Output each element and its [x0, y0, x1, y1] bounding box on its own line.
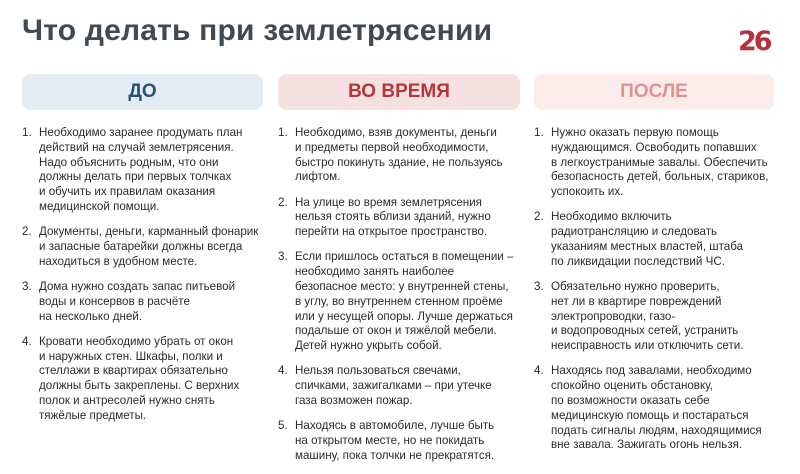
list-item-text-line: спокойно оценить обстановку, — [551, 379, 714, 393]
list-item-number: 2. — [22, 225, 32, 239]
list-item — [278, 126, 516, 185]
list-item-text-line: безопасность детей, больных, стариков, — [551, 170, 769, 184]
list-item-text-line: медицинской помощи. — [39, 199, 160, 213]
list-item-text-line: безопасное место: у внутренней стены, — [295, 279, 509, 293]
list-item-text-line: радиотрансляцию и следовать — [551, 225, 718, 239]
list-item-number: 3. — [278, 250, 288, 264]
list-item-text-line: машину, пока толчки не прекратятся. — [295, 448, 495, 462]
list-item — [22, 335, 260, 424]
brand-logo: 26 — [738, 26, 770, 57]
list-item-text-line: воды и консервов в расчёте — [39, 294, 190, 308]
list-item — [22, 126, 260, 215]
list-item-text-line: тяжёлые предметы. — [39, 408, 147, 422]
list-item-text-line: медицинскую помощь и постараться — [551, 408, 749, 422]
list-item-text-line: в углу, во внутреннем стенном проёме — [295, 294, 503, 308]
list-item-text-line: и водопроводных сетей, устранить — [551, 324, 739, 338]
column-header-during: ВО ВРЕМЯ — [278, 74, 520, 110]
list-item-text-line: подать сигналы людям, находящимися — [551, 423, 762, 437]
list-item-text-line: На улице во время землетрясения — [295, 195, 482, 209]
list-item-text-line: указаниям местных властей, штаба — [551, 239, 744, 253]
list-item-text-line: неисправность или отключить сети. — [551, 339, 744, 353]
list-item-number: 4. — [278, 364, 288, 378]
list-item-text-line: нельзя стоять вблизи зданий, нужно — [295, 210, 491, 224]
list-item-number: 3. — [22, 279, 32, 293]
list-item-text-line: стеллажи в квартирах обязательно — [39, 364, 228, 378]
list-item — [534, 210, 772, 269]
list-item-text-line: Надо объяснить родным, что они — [39, 155, 219, 169]
list-item-number: 4. — [534, 364, 544, 378]
list-item — [534, 280, 772, 354]
list-item-text-line: Находясь под завалами, необходимо — [551, 364, 752, 378]
list-item-text-line: подальше от окон и тяжёлой мебели. — [295, 324, 497, 338]
column-before — [22, 126, 260, 434]
list-item — [278, 250, 516, 354]
list-item-text-line: электропроводки, газо- — [551, 309, 676, 323]
list-item-number: 3. — [534, 279, 544, 293]
list-item-text-line: Необходимо заранее продумать план — [39, 126, 243, 139]
list-item-text-line: по ликвидации последствий ЧС. — [551, 254, 725, 268]
list-item — [278, 196, 516, 240]
list-item-text-line: лифтом. — [295, 170, 341, 184]
list-item-text-line: Дома нужно создать запас питьевой — [39, 279, 236, 293]
list-item-text-line: спичками, зажигалками – при утечке — [295, 379, 492, 393]
list-item-text-line: Обязательно нужно проверить, — [551, 279, 720, 293]
list-item-number: 4. — [22, 334, 32, 348]
page-title: Что делать при землетрясении — [22, 14, 493, 47]
column-after — [534, 126, 772, 464]
list-item-text-line: Необходимо, взяв документы, деньги — [295, 126, 497, 139]
list-item-text-line: Если пришлось остаться в помещении – — [295, 250, 514, 264]
list-item-text-line: на несколько дней. — [39, 309, 143, 323]
list-item-text-line: по возможности оказать себе — [551, 393, 710, 407]
list-item-text-line: необходимо занять наиболее — [295, 265, 455, 279]
list-item-text-line: Нужно оказать первую помощь — [551, 126, 719, 139]
list-item-text-line: газа возможен пожар. — [295, 393, 413, 407]
list-item-text-line: Кровати необходимо убрать от окон — [39, 334, 234, 348]
column-header-after: ПОСЛЕ — [534, 74, 774, 110]
list-item — [534, 364, 772, 453]
list-item-text-line: и предметы первой необходимости, — [295, 140, 489, 154]
list-item — [22, 225, 260, 269]
list-item-text-line: Необходимо включить — [551, 210, 672, 224]
list-item-text-line: и обучить их правилам оказания — [39, 185, 216, 199]
list-item-text-line: должны быть закреплены. С верхних — [39, 379, 240, 393]
list-item — [534, 126, 772, 200]
list-item-text-line: Находясь в автомобиле, лучше быть — [295, 419, 495, 433]
list-item-text-line: Нельзя пользоваться свечами, — [295, 364, 461, 378]
list-item-text-line: полок и антресолей нужно снять — [39, 393, 215, 407]
list-item-text-line: в легкоустранимые завалы. Обеспечить — [551, 155, 768, 169]
list-item-text-line: находиться в удобном месте. — [39, 254, 198, 268]
list-item — [278, 364, 516, 408]
list-item-text-line: нуждающимся. Освободить попавших — [551, 140, 757, 154]
list-item-number: 1. — [278, 126, 288, 139]
list-item — [278, 419, 516, 463]
list-item — [22, 280, 260, 324]
list-item-text-line: вне завала. Зажигать огонь нельзя. — [551, 438, 743, 452]
list-item-text-line: нет ли в квартире повреждений — [551, 294, 722, 308]
list-during — [278, 126, 516, 464]
list-item-text-line: должны делать при первых толчках — [39, 170, 232, 184]
list-item-text-line: и наружных стен. Шкафы, полки и — [39, 349, 223, 363]
list-item-text-line: и запасные батарейки должны всегда — [39, 239, 243, 253]
list-item-number: 2. — [534, 210, 544, 224]
list-item-text-line: быстро покинуть здание, не пользуясь — [295, 155, 503, 169]
list-item-text-line: Документы, деньги, карманный фонарик — [39, 225, 259, 239]
list-before — [22, 126, 260, 424]
list-item-number: 1. — [22, 126, 32, 139]
column-during — [278, 126, 516, 474]
list-item-text-line: Детей нужно укрыть собой. — [295, 339, 442, 353]
list-item-text-line: действий на случай землетрясения. — [39, 140, 234, 154]
list-item-number: 5. — [278, 419, 288, 433]
list-item-text-line: успокоить их. — [551, 185, 624, 199]
list-item-text-line: на открытом месте, но не покидать — [295, 433, 485, 447]
list-item-text-line: или у несущей опоры. Лучше держаться — [295, 309, 513, 323]
list-item-number: 1. — [534, 126, 544, 139]
list-after — [534, 126, 772, 453]
column-header-before: ДО — [22, 74, 263, 110]
list-item-number: 2. — [278, 195, 288, 209]
list-item-text-line: перейти на открытое пространство. — [295, 225, 488, 239]
